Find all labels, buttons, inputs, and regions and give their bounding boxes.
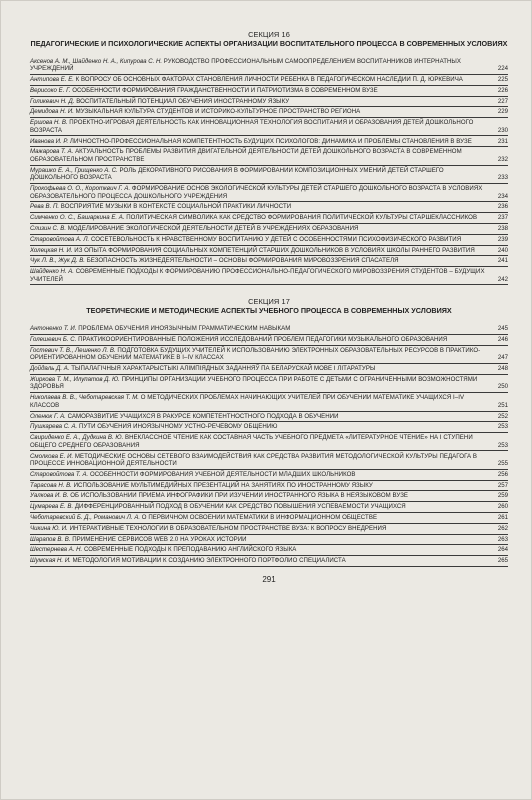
entry-authors: Оленюк Г. А. bbox=[30, 412, 66, 420]
toc-section bbox=[30, 297, 508, 566]
entry-page-number: 253 bbox=[497, 441, 508, 449]
toc-entry bbox=[30, 451, 508, 469]
entry-page-number: 232 bbox=[497, 155, 508, 163]
entry-authors: Холецкая Н. И. bbox=[30, 246, 73, 254]
entry-authors: Свириденко Е. А., Дудкина В. Ю. bbox=[30, 434, 124, 442]
toc-entry bbox=[30, 346, 508, 364]
toc-entry bbox=[30, 545, 508, 556]
entry-title: ОБ ИСПОЛЬЗОВАНИИ ПРИЕМА ИНФОГРАФИКИ ПРИ ИЗУЧЕНИИ ИНОСТРАННОГО ЯЗЫКА В НЕЯЗЫКОВОМ ВУЗЕ bbox=[70, 492, 409, 500]
entry-page-number: 240 bbox=[497, 246, 508, 254]
toc-entry bbox=[30, 235, 508, 246]
toc-entry bbox=[30, 412, 508, 423]
toc-entry bbox=[30, 118, 508, 136]
entry-title: СОВРЕМЕННЫЕ ПОДХОДЫ К ПРЕПОДАВАНИЮ АНГЛИЙСКОГО ЯЗЫКА bbox=[83, 546, 297, 554]
entry-title: ВОСПИТАТЕЛЬНЫЙ ПОТЕНЦИАЛ ОБУЧЕНИЯ ИНОСТРАННОМУ ЯЗЫКУ bbox=[76, 97, 290, 105]
entry-page-number: 252 bbox=[497, 412, 508, 420]
entry-title: АКТУАЛЬНОСТЬ ПРОБЛЕМЫ РАЗВИТИЯ ДВИГАТЕЛЬНОЙ ДЕЯТЕЛЬНОСТИ ДЕТЕЙ ДОШКОЛЬНОГО ВОЗРАСТА В СОВРЕМЕННОМ ОБРАЗОВАТЕЛЬНОМ ПРОСТРАНСТВЕ bbox=[30, 148, 462, 163]
entry-title: ПРИНЦИПЫ ОРГАНИЗАЦИИ УЧЕБНОГО ПРОЦЕССА ПРИ РАБОТЕ С ДЕТЬМИ С ОГРАНИЧЕННЫМИ ВОЗМОЖНОСТЯМИ ЗДОРОВЬЯ bbox=[30, 375, 478, 391]
entry-page-number: 231 bbox=[497, 137, 508, 145]
toc-entry bbox=[30, 481, 508, 492]
entry-authors: Аксенов А. М., Шайденко Н. А., Кипурова С. Н. bbox=[30, 57, 163, 65]
entry-page-number: 226 bbox=[497, 86, 508, 94]
entry-page-number: 241 bbox=[497, 257, 508, 265]
toc-entry bbox=[30, 184, 508, 202]
section-title: ТЕОРЕТИЧЕСКИЕ И МЕТОДИЧЕСКИЕ АСПЕКТЫ УЧЕБНОГО ПРОЦЕССА В СОВРЕМЕННЫХ УСЛОВИЯХ bbox=[86, 306, 452, 316]
toc-entry bbox=[30, 422, 508, 433]
entry-authors: Шумская Н. И. bbox=[30, 557, 71, 565]
entry-authors: Пушкарева С. А. bbox=[30, 423, 78, 431]
entry-title: САМОРАЗВИТИЕ УЧАЩИХСЯ В РАКУРСЕ КОМПЕТЕНТНОСТНОГО ПОДХОДА В ОБУЧЕНИИ bbox=[67, 412, 339, 420]
entry-authors: Слизин С. В. bbox=[30, 225, 67, 233]
toc-entry bbox=[30, 166, 508, 184]
entry-title: ФОРМИРОВАНИЕ ОСНОВ ЭКОЛОГИЧЕСКОЙ КУЛЬТУРЫ ДЕТЕЙ СТАРШЕГО ДОШКОЛЬНОГО ВОЗРАСТА В УСЛОВИЯХ ОБРАЗОВАТЕЛЬНОГО ПРОЦЕССА ДОШКОЛЬНОГО УЧРЕЖДЕНИЯ bbox=[30, 185, 483, 200]
entry-authors: Старовойтова Т. А. bbox=[30, 470, 89, 478]
entry-authors: Тарасова Н. В. bbox=[30, 481, 72, 489]
toc-entry bbox=[30, 147, 508, 165]
entry-title: ПУТИ ОБУЧЕНИЯ ИНОЯЗЫЧНОМУ УСТНО-РЕЧЕВОМУ ОБЩЕНИЮ bbox=[78, 423, 278, 431]
entry-title: БЕЗОПАСНОСТЬ ЖИЗНЕДЕЯТЕЛЬНОСТИ – ОСНОВЫ ФОРМИРОВАНИЯ МИРОВОЗЗРЕНИЯ СПАСАТЕЛЯ bbox=[86, 257, 399, 265]
entry-page-number: 227 bbox=[497, 97, 508, 105]
entry-authors: Рева В. П. bbox=[30, 203, 60, 211]
entry-page-number: 242 bbox=[497, 275, 508, 283]
entry-title: ТЫПАЛАГІЧНЫЯ ХАРАКТАРЫСТЫКІ АЛІМПІЯДНЫХ ЗАДАННЯЎ ПА БЕЛАРУСКАЙ МОВЕ І ЛІТАРАТУРЫ bbox=[71, 365, 376, 373]
entry-page-number: 265 bbox=[497, 557, 508, 565]
entry-title: О МЕТОДИЧЕСКИХ ПРОБЛЕМАХ НАЧИНАЮЩИХ УЧИТЕЛЕЙ ПРИ ОБУЧЕНИИ МАТЕМАТИКЕ УЧАЩИХСЯ I–IV КЛАССОВ bbox=[30, 394, 465, 409]
section-number: СЕКЦИЯ 17 bbox=[248, 297, 290, 307]
entry-title: РУКОВОДСТВО ПРОФЕССИОНАЛЬНЫМ САМООПРЕДЕЛЕНИЕМ ВОСПИТАННИКОВ ИНТЕРНАТНЫХ УЧРЕЖДЕНИЙ bbox=[30, 57, 461, 73]
entry-title: ПРИМЕНЕНИЕ СЕРВИСОВ WEB 2.0 НА УРОКАХ ИСТОРИИ bbox=[72, 535, 247, 543]
entry-title: ПРАКТИКООРИЕНТИРОВАННЫЕ ПОЛОЖЕНИЯ ИССЛЕДОВАНИЙ ПРОБЛЕМ ПЕДАГОГИКИ МУЗЫКАЛЬНОГО ОБРАЗОВАНИЯ bbox=[78, 335, 448, 343]
toc-section bbox=[30, 30, 508, 285]
entry-page-number: 260 bbox=[497, 503, 508, 511]
entry-title: К ВОПРОСУ ОБ ОСНОВНЫХ ФАКТОРАХ СТАНОВЛЕНИЯ ЛИЧНОСТИ РЕБЕНКА В ПЕДАГОГИЧЕСКОМ НАСЛЕДИИ П. Д. ЮРКЕВИЧА bbox=[75, 76, 463, 84]
entry-authors: Жиркова Т. М., Илупатов Д. Ю. bbox=[30, 375, 120, 383]
toc-entry bbox=[30, 513, 508, 524]
entry-authors: Дойдаль Д. А. bbox=[30, 365, 70, 373]
entry-title: СОВРЕМЕННЫЕ ПОДХОДЫ К ФОРМИРОВАНИЮ ПРОФЕССИОНАЛЬНО-ПЕДАГОГИЧЕСКОГО МИРОВОЗЗРЕНИЯ СТУДЕНТОВ – БУДУЩИХ УЧИТЕЛЕЙ bbox=[30, 268, 485, 283]
entry-title: ИСПОЛЬЗОВАНИЕ МУЛЬТИМЕДИЙНЫХ ПРЕЗЕНТАЦИЙ НА ЗАНЯТИЯХ ПО ИНОСТРАННОМУ ЯЗЫКУ bbox=[73, 481, 373, 489]
entry-page-number: 229 bbox=[497, 108, 508, 116]
page-number: 291 bbox=[262, 574, 276, 584]
section-number: СЕКЦИЯ 16 bbox=[248, 30, 290, 39]
toc-entry bbox=[30, 213, 508, 224]
entry-page-number: 255 bbox=[497, 460, 508, 468]
toc-entry bbox=[30, 470, 508, 481]
entry-page-number: 251 bbox=[497, 401, 508, 409]
entry-title: ПРОБЛЕМА ОБУЧЕНИЯ ИНОЯЗЫЧНЫМ ГРАММАТИЧЕСКИМ НАВЫКАМ bbox=[78, 325, 291, 333]
entry-authors: Шайденко Н. А. bbox=[30, 268, 75, 276]
entry-authors: Николаева В. В., Чеботаревская Т. М. bbox=[30, 394, 139, 402]
entry-authors: Голешевич Б. С. bbox=[30, 335, 77, 343]
toc-entry bbox=[30, 86, 508, 97]
entry-title: МОДЕЛИРОВАНИЕ ЭКОЛОГИЧЕСКОЙ ДЕЯТЕЛЬНОСТИ ДЕТЕЙ В УЧРЕЖДЕНИЯХ ОБРАЗОВАНИЯ bbox=[67, 225, 359, 233]
entry-title: О ПЕРВИЧНОМ ОСВОЕНИИ МАТЕМАТИКИ В ИНФОРМАЦИОННОМ ОБЩЕСТВЕ bbox=[141, 514, 378, 522]
entry-authors: Цумарева Е. В. bbox=[30, 503, 74, 511]
toc-entry bbox=[30, 535, 508, 546]
entry-authors: Чук Л. В., Жук Д. В. bbox=[30, 257, 85, 265]
entry-page-number: 236 bbox=[497, 203, 508, 211]
entry-page-number: 261 bbox=[497, 514, 508, 522]
toc-entry bbox=[30, 267, 508, 285]
entry-page-number: 250 bbox=[497, 383, 508, 391]
entry-page-number: 238 bbox=[497, 225, 508, 233]
entry-page-number: 239 bbox=[497, 235, 508, 243]
entry-authors: Верисоко Е. Г. bbox=[30, 86, 71, 94]
toc-entry bbox=[30, 107, 508, 118]
entry-title: ДИФФЕРЕНЦИРОВАННЫЙ ПОДХОД В ОБУЧЕНИИ КАК СРЕДСТВО ПОВЫШЕНИЯ УСПЕВАЕМОСТИ УЧАЩИХСЯ bbox=[74, 503, 406, 511]
toc-entry bbox=[30, 335, 508, 346]
entry-authors: Демидова Н. И. bbox=[30, 108, 74, 116]
toc-entry bbox=[30, 224, 508, 235]
entry-authors: Чикина Ю. И. bbox=[30, 524, 68, 532]
toc-entry bbox=[30, 364, 508, 375]
entry-title: ОСОБЕННОСТИ ФОРМИРОВАНИЯ УЧЕБНОЙ ДЕЯТЕЛЬНОСТИ МЛАДШИХ ШКОЛЬНИКОВ bbox=[89, 470, 356, 478]
entry-authors: Антоненко Т. И. bbox=[30, 325, 77, 333]
toc-entry bbox=[30, 136, 508, 147]
table-of-contents bbox=[30, 30, 508, 567]
entry-authors: Уалкова И. В. bbox=[30, 492, 69, 500]
entry-title: ПОДГОТОВКА БУДУЩИХ УЧИТЕЛЕЙ К ИСПОЛЬЗОВАНИЮ ЭЛЕКТРОННЫХ ОБРАЗОВАТЕЛЬНЫХ РЕСУРСОВ В ПРАКТИКО-ОРИЕНТИРОВАННОМ ОБУЧЕНИИ МАТЕМАТИКЕ В I–IV КЛАССАХ bbox=[30, 346, 481, 362]
entry-title: ОСОБЕННОСТИ ФОРМИРОВАНИЯ ГРАЖДАНСТВЕННОСТИ И ПАТРИОТИЗМА В СОВРЕМЕННОМ ВУЗЕ bbox=[72, 86, 378, 94]
entry-page-number: 263 bbox=[497, 535, 508, 543]
entry-page-number: 248 bbox=[497, 365, 508, 373]
entry-authors: Старовойтова А. Л. bbox=[30, 235, 90, 243]
entry-title: МЕТОДИЧЕСКИЕ ОСНОВЫ СЕТЕВОГО ВЗАИМОДЕЙСТВИЯ КАК СРЕДСТВА РАЗВИТИЯ МЕТОДОЛОГИЧЕСКОЙ КУЛЬТУРЫ ПЕДАГОГА В ПРОЦЕССЕ ИННОВАЦИОННОЙ ДЕЯТЕЛЬНОСТИ bbox=[30, 452, 477, 468]
entry-authors: Мажарова Т. А. bbox=[30, 148, 74, 156]
entry-title: ИЗ ОПЫТА ФОРМИРОВАНИЯ СОЦИАЛЬНЫХ КОМПЕТЕНЦИЙ СТАРШИХ ДОШКОЛЬНИКОВ В УСЛОВИЯХ ШКОЛЫ РАННЕГО РАЗВИТИЯ bbox=[74, 246, 475, 254]
entry-authors: Прокофьева О. О., Коротквич Г. А. bbox=[30, 185, 131, 193]
entry-page-number: 247 bbox=[497, 354, 508, 362]
entry-title: ПРОЕКТНО-ИГРОВАЯ ДЕЯТЕЛЬНОСТЬ КАК ИННОВАЦИОННАЯ ТЕХНОЛОГИЯ ВОСПИТАНИЯ И ОБРАЗОВАНИЯ ДЕТЕЙ ДОШКОЛЬНОГО ВОЗРАСТА bbox=[30, 119, 474, 134]
entry-title: РОЛЬ ДЕКОРАТИВНОГО РИСОВАНИЯ В ФОРМИРОВАНИИ КОМПОЗИЦИОННЫХ УМЕНИЙ ДЕТЕЙ СТАРШЕГО ДОШКОЛЬНОГО ВОЗРАСТА bbox=[30, 166, 444, 182]
entry-page-number: 230 bbox=[497, 126, 508, 134]
entry-title: СОСЕТЕВОЛЬНОСТЬ К НРАВСТВЕННОМУ ВОСПИТАНИЮ У ДЕТЕЙ С ОСОБЕННОСТЯМИ ПСИХОФИЗИЧЕСКОГО РАЗВИТИЯ bbox=[90, 235, 462, 243]
entry-page-number: 233 bbox=[497, 174, 508, 182]
toc-entry bbox=[30, 393, 508, 411]
entry-title: МЕТОДОЛОГИЯ МОТИВАЦИИ К СОЗДАНИЮ ЭЛЕКТРОННОГО ПОРТФОЛИО СПЕЦИАЛИСТА bbox=[72, 557, 346, 565]
section-gap bbox=[30, 285, 508, 297]
toc-entry bbox=[30, 97, 508, 108]
toc-entry bbox=[30, 524, 508, 535]
toc-entry bbox=[30, 502, 508, 513]
entry-page-number: 259 bbox=[497, 492, 508, 500]
entry-authors: Симченко О. С., Башаркина Е. А. bbox=[30, 214, 125, 222]
entry-authors: Ершова Н. В. bbox=[30, 119, 68, 127]
toc-entry bbox=[30, 433, 508, 451]
toc-entry bbox=[30, 246, 508, 257]
entry-title: ЛИЧНОСТНО-ПРОФЕССИОНАЛЬНАЯ КОМПЕТЕНТНОСТЬ БУДУЩИХ ПСИХОЛОГОВ: ДИНАМИКА И ПРОБЛЕМЫ СТАНОВЛЕНИЯ В ВУЗЕ bbox=[69, 137, 472, 145]
toc-entry bbox=[30, 556, 508, 567]
entry-title: ВОСПРИЯТИЕ МУЗЫКИ В КОНТЕКСТЕ СОЦИАЛЬНОЙ ПРАКТИКИ ЛИЧНОСТИ bbox=[60, 203, 292, 211]
toc-entry bbox=[30, 324, 508, 335]
entry-title: ПОЛИТИЧЕСКАЯ СИМВОЛИКА КАК СРЕДСТВО ФОРМИРОВАНИЯ ПОЛИТИЧЕСКОЙ КУЛЬТУРЫ СТАРШЕКЛАССНИКОВ bbox=[126, 214, 478, 222]
entry-page-number: 253 bbox=[497, 423, 508, 431]
entry-authors: Шестернева А. Н. bbox=[30, 546, 83, 554]
entry-authors: Шарапов В. В. bbox=[30, 535, 71, 543]
entry-title: ИНТЕРАКТИВНЫЕ ТЕХНОЛОГИИ В ОБРАЗОВАТЕЛЬНОМ ПРОСТРАНСТВЕ ВУЗА: К ВОПРОСУ ВНЕДРЕНИЯ bbox=[69, 524, 387, 532]
entry-authors: Голикевич Н. Д. bbox=[30, 97, 75, 105]
entry-page-number: 256 bbox=[497, 470, 508, 478]
entry-page-number: 257 bbox=[497, 481, 508, 489]
entry-authors: Смолкова Е. И. bbox=[30, 452, 74, 460]
entry-authors: Иванова И. Р. bbox=[30, 137, 69, 145]
toc-entry bbox=[30, 202, 508, 213]
toc-entry bbox=[30, 256, 508, 267]
toc-entry bbox=[30, 491, 508, 502]
entry-page-number: 264 bbox=[497, 546, 508, 554]
entry-title: МУЗЫКАЛЬНАЯ КУЛЬТУРА СТУДЕНТОВ И ИСТОРИКО-КУЛЬТУРНОЕ ПРОСТРАНСТВО РЕГИОНА bbox=[75, 108, 361, 116]
section-title: ПЕДАГОГИЧЕСКИЕ И ПСИХОЛОГИЧЕСКИЕ АСПЕКТЫ ОРГАНИЗАЦИИ ВОСПИТАТЕЛЬНОГО ПРОЦЕССА В СОВРЕМЕННЫХ УСЛОВИЯХ bbox=[30, 39, 508, 48]
entry-page-number: 234 bbox=[497, 192, 508, 200]
toc-entry bbox=[30, 75, 508, 86]
entry-authors: Антипова Е. Е. bbox=[30, 76, 74, 84]
entry-page-number: 237 bbox=[497, 214, 508, 222]
entry-page-number: 262 bbox=[497, 524, 508, 532]
entry-page-number: 225 bbox=[497, 76, 508, 84]
toc-entry bbox=[30, 375, 508, 393]
entry-authors: Чеботаревский Б. Д., Романович Л. А. bbox=[30, 514, 141, 522]
entry-authors: Мурашко Е. А., Грищенко А. С. bbox=[30, 166, 118, 174]
entry-page-number: 246 bbox=[497, 335, 508, 343]
entry-page-number: 245 bbox=[497, 325, 508, 333]
entry-title: ВНЕКЛАССНОЕ ЧТЕНИЕ КАК СОСТАВНАЯ ЧАСТЬ УЧЕБНОГО ПРЕДМЕТА «ЛИТЕРАТУРНОЕ ЧТЕНИЕ» НА I СТУПЕНИ ОБЩЕГО СРЕДНЕГО ОБРАЗОВАНИЯ bbox=[30, 434, 473, 449]
entry-page-number: 224 bbox=[497, 65, 508, 73]
toc-entry bbox=[30, 57, 508, 75]
entry-authors: Гостевич Т. В., Лешенко Л. В. bbox=[30, 346, 116, 354]
